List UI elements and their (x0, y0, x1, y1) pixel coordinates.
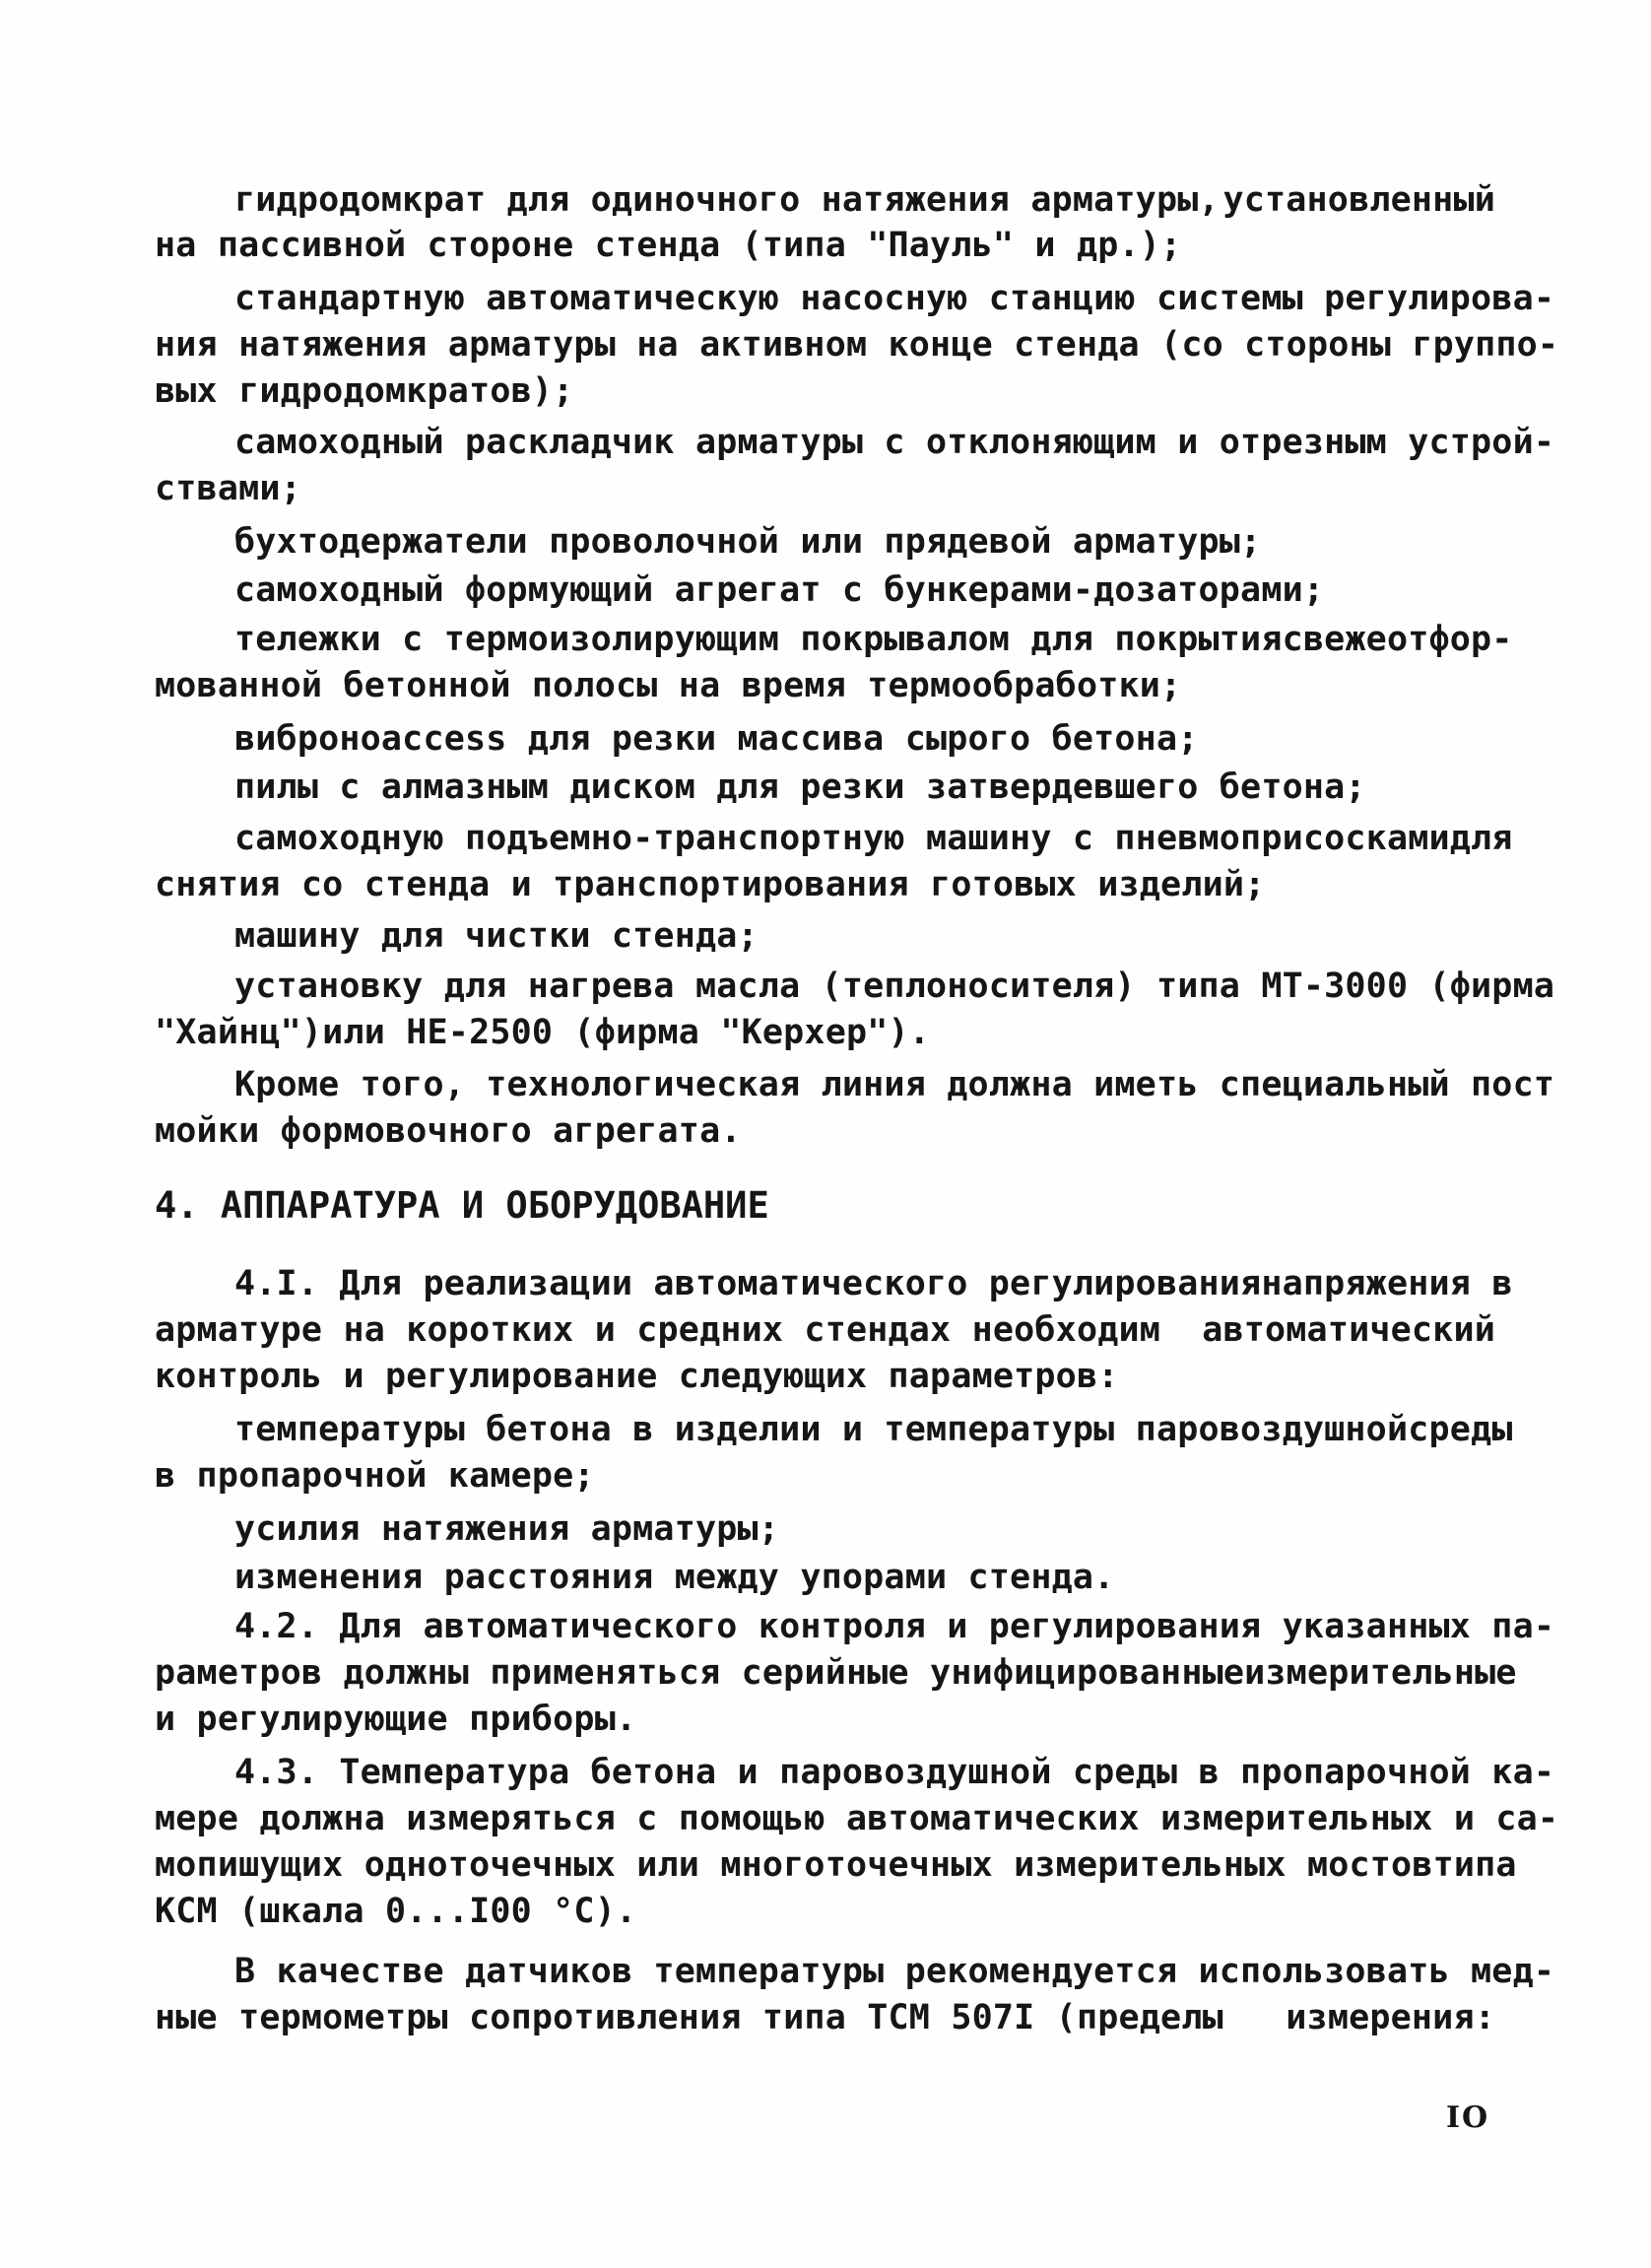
text-fragment: мопишущих одноточечных или многоточечных измерительных мостов (155, 1845, 1433, 1885)
text-line: контроль и регулирование следующих параметров: (155, 1357, 1119, 1396)
text-line: В качестве датчиков температуры рекомендуется использовать мед- (234, 1952, 1555, 1991)
text-fragment: раметров должны применяться серийные унифицированные (155, 1653, 1245, 1693)
section-heading: 4. АППАРАТУРА И ОБОРУДОВАНИЕ (155, 1184, 769, 1227)
text-fragment: напряжения в (1261, 1264, 1513, 1303)
text-fragment: арматуре на коротких и средних стендах необходим (155, 1310, 1161, 1350)
text-line (234, 1261, 1513, 1306)
text-line: вых гидродомкратов); (155, 371, 574, 411)
text-line: изменения расстояния между упорами стенда. (234, 1558, 1115, 1597)
text-line (234, 177, 1495, 223)
text-line: стандартную автоматическую насосную станцию системы регулирова- (234, 279, 1555, 318)
text-line: КСМ (шкала 0...I00 °С). (155, 1892, 637, 1931)
text-line: бухтодержатели проволочной или прядевой арматуры; (234, 522, 1262, 562)
text-fragment: температуры бетона в изделии и температуры паровоздушной (234, 1410, 1409, 1449)
text-fragment: измерения: (1286, 1998, 1495, 2037)
text-fragment: автоматический (1202, 1310, 1495, 1350)
text-line: машину для чистки стенда; (234, 916, 759, 956)
text-line: ствами; (155, 469, 301, 508)
text-line: Кроме того, технологическая линия должна иметь специальный пост (234, 1065, 1555, 1104)
text-line (155, 1307, 1495, 1353)
text-fragment: типа (1432, 1845, 1517, 1885)
text-line (234, 816, 1513, 861)
text-line (234, 1407, 1513, 1452)
text-fragment: среды (1408, 1410, 1513, 1449)
text-line: в пропарочной камере; (155, 1456, 595, 1496)
text-line: виброноaccess для резки массива сырого бетона; (234, 719, 1199, 759)
text-line: "Хайнц")или НЕ-2500 (фирма "Керхер"). (155, 1013, 931, 1052)
text-line: мере должна измеряться с помощью автоматических измерительных и са- (155, 1799, 1559, 1838)
text-fragment: тележки с термоизолирующим покрывалом для покрытия (234, 620, 1283, 659)
text-line: усилия натяжения арматуры; (234, 1509, 780, 1549)
text-line: самоходный раскладчик арматуры с отклоняющим и отрезным устрой- (234, 423, 1555, 462)
text-line: мованной бетонной полосы на время термообработки; (155, 666, 1182, 705)
text-line: ния натяжения арматуры на активном конце стенда (со стороны группо- (155, 325, 1559, 365)
text-line: самоходный формующий агрегат с бункерами-дозаторами; (234, 570, 1325, 610)
text-fragment: самоходную подъемно-транспортную машину с пневмоприсосками (234, 819, 1450, 858)
text-line: пилы с алмазным диском для резки затвердевшего бетона; (234, 767, 1366, 807)
text-line: 4.2. Для автоматического контроля и регулирования указанных па- (234, 1607, 1555, 1646)
text-fragment: измерительные (1244, 1653, 1517, 1693)
text-line (234, 617, 1513, 662)
text-fragment: для (1449, 819, 1513, 858)
text-line: установку для нагрева масла (теплоносителя) типа МТ-3000 (фирма (234, 967, 1555, 1006)
page-number: IO (1446, 2101, 1490, 2135)
text-line: и регулирующие приборы. (155, 1700, 637, 1739)
text-line: снятия со стенда и транспортирования готовых изделий; (155, 865, 1266, 904)
text-line (155, 1995, 1495, 2040)
text-fragment: ные термометры сопротивления типа ТСМ 507I (пределы (155, 1998, 1223, 2037)
text-line (155, 1650, 1517, 1696)
text-fragment: гидродомкрат для одиночного натяжения арматуры, (234, 180, 1220, 220)
text-line: мойки формовочного агрегата. (155, 1111, 742, 1151)
text-line: на пассивной стороне стенда (типа "Пауль" и др.); (155, 226, 1182, 265)
text-line: 4.3. Температура бетона и паровоздушной среды в пропарочной ка- (234, 1753, 1555, 1792)
text-fragment: свежеотфор- (1282, 620, 1513, 659)
text-fragment: 4.I. Для реализации автоматического регулирования (234, 1264, 1262, 1303)
text-fragment: установленный (1222, 180, 1495, 220)
text-line (155, 1842, 1517, 1888)
